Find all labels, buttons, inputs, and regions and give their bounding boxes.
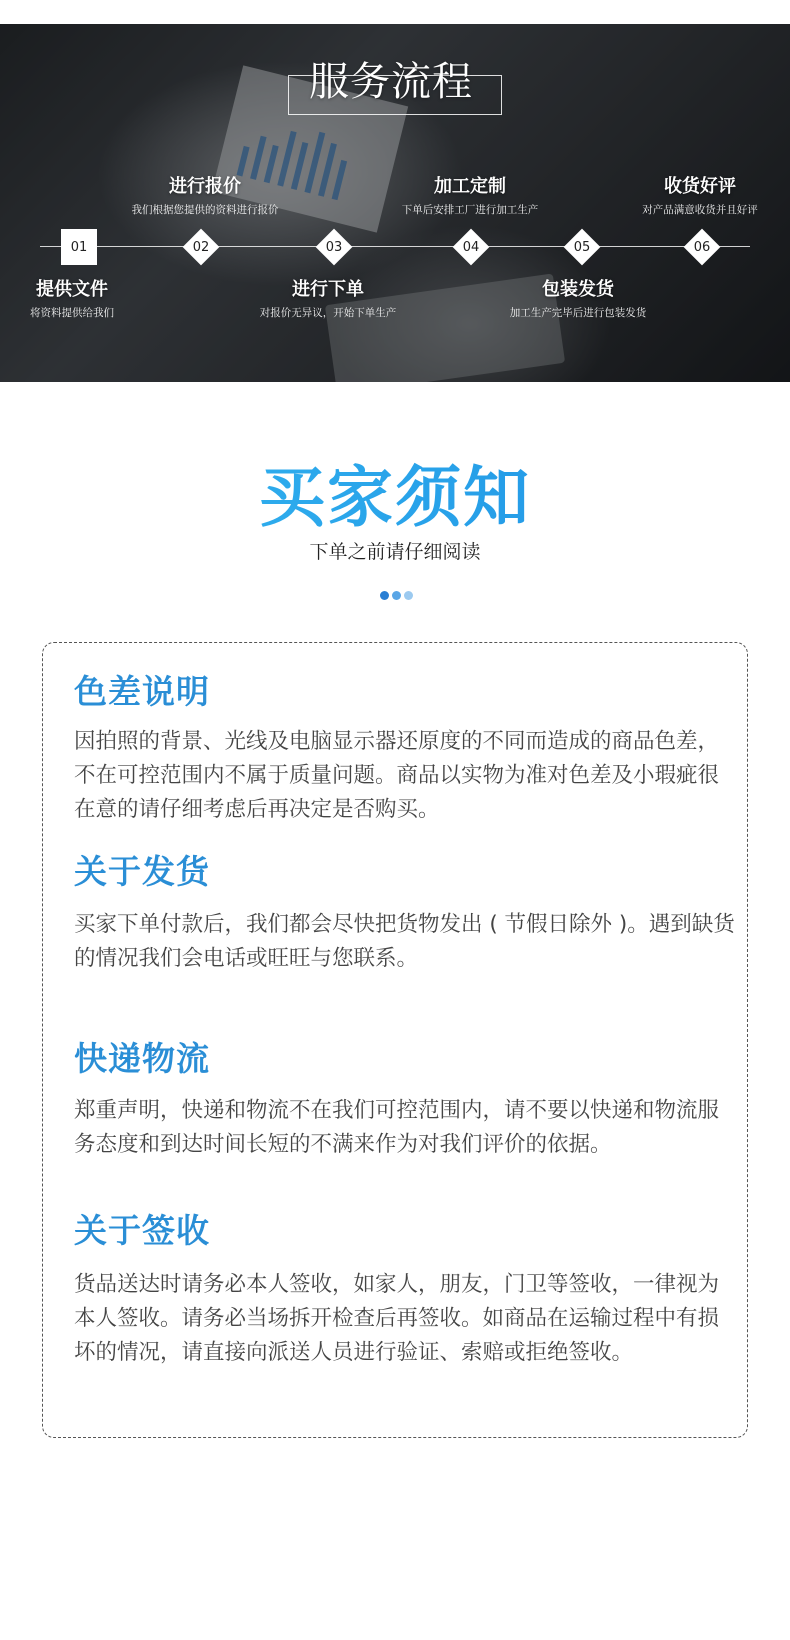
- section-title-shipping: 关于发货: [74, 852, 210, 891]
- step-title: 收货好评: [664, 176, 736, 197]
- timeline-line: [40, 246, 750, 247]
- node-number: 02: [192, 240, 210, 255]
- section-title-color-difference: 色差说明: [74, 672, 210, 711]
- node-number: 04: [462, 240, 480, 255]
- step-quote: [105, 172, 305, 217]
- decorative-dots: [380, 585, 416, 595]
- section-body-signing: 货品送达时请务必本人签收，如家人，朋友，门卫等签收，一律视为本人签收。请务必当场拆开检查后再签收。如商品在运输过程中有损坏的情况，请直接向派送人员进行验证、索赔或拒绝签收。: [74, 1272, 720, 1365]
- step-title: 进行下单: [292, 279, 364, 300]
- banner-title-frame: [288, 59, 502, 115]
- step-desc: 加工生产完毕后进行包装发货: [509, 307, 647, 319]
- node-number: 01: [70, 240, 88, 255]
- step-desc: 下单后安排工厂进行加工生产: [401, 204, 539, 216]
- section-body-logistics: 郑重声明，快递和物流不在我们可控范围内，请不要以快递和物流服务态度和到达时间长短的不满来作为对我们评价的依据。: [74, 1098, 720, 1157]
- notice-title: 买家须知: [0, 444, 790, 539]
- step-provide-files: [0, 275, 162, 320]
- node-number: 03: [325, 240, 343, 255]
- step-title: 进行报价: [169, 176, 241, 197]
- dot: [404, 591, 413, 600]
- dot: [380, 591, 389, 600]
- step-desc: 我们根据您提供的资料进行报价: [131, 204, 279, 216]
- step-desc: 对产品满意收货并且好评: [642, 204, 758, 216]
- section-body-color-difference: 因拍照的背景、光线及电脑显示器还原度的不同而造成的商品色差，不在可控范围内不属于质量问题。商品以实物为准对色差及小瑕疵很在意的请仔细考虑后再决定是否购买。: [74, 729, 720, 822]
- section-title-signing: 关于签收: [74, 1211, 210, 1250]
- step-place-order: [228, 275, 428, 320]
- step-desc: 将资料提供给我们: [30, 307, 114, 319]
- step-ship: [478, 275, 678, 320]
- step-review: [600, 172, 790, 217]
- service-process-banner: [0, 24, 790, 382]
- notice-subtitle: 下单之前请仔细阅读: [309, 541, 481, 563]
- node-number: 06: [693, 240, 711, 255]
- step-custom: [370, 172, 570, 217]
- step-desc: 对报价无异议，开始下单生产: [259, 307, 397, 319]
- section-body-shipping: 买家下单付款后，我们都会尽快把货物发出 ( 节假日除外 )。遇到缺货的情况我们会电话或旺旺与您联系。: [74, 912, 735, 971]
- section-title-logistics: 快递物流: [74, 1039, 210, 1078]
- node-number: 05: [573, 240, 591, 255]
- dot: [392, 591, 401, 600]
- banner-title: 服务流程: [309, 59, 473, 105]
- step-title: 加工定制: [434, 176, 506, 197]
- step-title: 提供文件: [36, 279, 108, 300]
- step-title: 包装发货: [542, 279, 614, 300]
